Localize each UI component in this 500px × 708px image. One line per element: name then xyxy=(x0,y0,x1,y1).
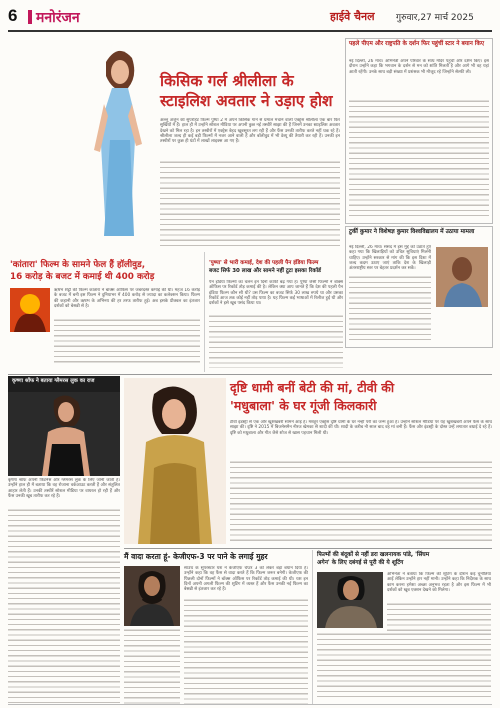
side-story-2-body: नई दिल्ली, 26 मार्च। संसद में इस मुद्दे को उठाते हुए कहा गया कि खिलाड़ियों को उचित सुविधाएं मिलनी चाहिए। उन्होंने सरकार से मांग की कि इस दिशा में जल्द कदम उठाए जाएं ताकि देश के खिलाड़ी अंतरराष्ट्रीय स्तर पर बेहतर प्रदर्शन कर सकें। xyxy=(349,245,431,272)
athlete-photo xyxy=(436,247,488,307)
lower-rule xyxy=(124,548,492,549)
mid-rule xyxy=(8,374,492,375)
lead-actress-photo xyxy=(84,40,152,236)
newspaper-brand: हाईवे चैनल xyxy=(330,10,375,23)
side-story-1-body: नई दिल्ली, 26 मार्च। अभिनेत्री अपने परिवार के साथ मंदिर पहुंचीं और दर्शन किए। इस दौरान उन्होंने कहा कि भगवान के दर्शन से मन को शांति मिलती है और आगे भी वह यहां आती रहेंगी। उनके साथ बड़ी संख्या में प्रशंसक भी मौजूद रहे जिन्होंने सेल्फी ली। xyxy=(349,59,489,75)
film-body: अभिनेता ने बताया कि फिल्म की शूटिंग के दौरान कई चुनौतियां आईं लेकिन उन्होंने हार नहीं मानी। उन्होंने कहा कि निर्देशक के साथ काम करना हमेशा अच्छा अनुभव रहता है और इस फिल्म में भी दर्शकों को खूब एक्शन देखने को मिलेगा। xyxy=(387,572,491,593)
pushpa-text-columns xyxy=(209,314,343,368)
lead-story-body: अल्लू अर्जुन की सुपरहिट फिल्म पुष्पा 2 में अपने किसिक गाने से धमाल मचाने वाली एक्ट्रेस श्रीलीला एक बार फिर सुर्खियों में हैं। हाल ही में उन्होंने सोशल मीडिया पर अपनी कुछ नई तस्वीरें साझा की हैं जिनमें उनका स्टाइलिश अवतार देखने को मिल रहा है। इन तस्वीरों में एक्ट्रेस बेहद खूबसूरत लग रही हैं और फैंस उनकी तारीफ करते नहीं थक रहे हैं। श्रीलीला जल्द ही कई बड़ी फिल्मों में नजर आने वाली हैं और बॉलीवुड में भी डेब्यू की तैयारी कर रही हैं। उनकी इन तस्वीरों पर कुछ ही घंटों में लाखों लाइक्स आ गए हैं। xyxy=(160,118,340,145)
footer-rule xyxy=(8,704,492,705)
yash-photo xyxy=(124,566,180,626)
issue-date: गुरुवार,27 मार्च 2025 xyxy=(396,13,474,23)
kantara-text-columns xyxy=(54,318,200,366)
film-headline-line2: अगेन' के लिए दबंगई से पूरी की ये शूटिंग xyxy=(317,560,404,566)
lead-story-text-columns xyxy=(160,160,340,250)
page-header xyxy=(8,6,492,28)
actress-photo xyxy=(8,392,120,476)
kgf-text-columns-right xyxy=(184,598,308,704)
page-number: 6 xyxy=(8,6,18,25)
kgf-body: साउथ के सुपरस्टार यश ने केजीएफ चैप्टर 3 को लेकर बड़ा बयान दिया है। उन्होंने कहा कि वह फैंस से वादा करते हैं कि फिल्म जरूर बनेगी। केजीएफ की पिछली दोनों फिल्मों ने बॉक्स ऑफिस पर रिकॉर्ड तोड़ कमाई की थी। यश इन दिनों अपनी अगली फिल्म की शूटिंग में व्यस्त हैं और फैंस उनकी नई फिल्म का बेसब्री से इंतजार कर रहे हैं। xyxy=(184,566,308,593)
kantara-headline-line1: 'कांतारा' फिल्म के सामने फेल हैं हॉलीवुड, xyxy=(10,260,146,270)
lead-headline-line2: स्टाइलिश अवतार ने उड़ाए होश xyxy=(160,92,333,110)
header-rule xyxy=(8,30,492,32)
pushpa-body: पैन इंडिया फिल्मों का चलन इन दिनों काफी बढ़ गया है। पुष्पा जैसी फिल्मों ने बॉक्स ऑफिस पर रिकॉर्ड तोड़ कमाई की है। लेकिन क्या आप जानते हैं कि देश की पहली पैन इंडिया फिल्म कौन सी थी? उस फिल्म का बजट सिर्फ 30 लाख रुपये था और उसका रिकॉर्ड आज तक कोई नहीं तोड़ पाया है। यह फिल्म कई भाषाओं में रिलीज हुई थी और दर्शकों ने इसे खूब पसंद किया था। xyxy=(209,280,343,307)
film-story xyxy=(312,550,493,704)
pushpa-story xyxy=(204,252,343,372)
kgf-text-columns-left xyxy=(124,628,180,704)
lead-headline-line1: किसिक गर्ल श्रीलीला के xyxy=(160,72,294,90)
side-story-2-text xyxy=(349,275,431,341)
side-story-2-headline: टुर्की कुमार ने विशेषज्ञ कुमार विश्वविद्यालय में उठाया मामला xyxy=(349,229,475,235)
film-photo xyxy=(317,572,383,628)
actress-photo-block xyxy=(8,376,120,476)
pushpa-headline-line1: 'पुष्पा' से भारी कमाई, देश की पहली पैन इंडिया फिल्म xyxy=(209,260,319,266)
tv-story-body: टीवी इंडस्ट्री से एक और खुशखबरी सामने आई है। मशहूर एक्ट्रेस दृष्टि धामी के घर नन्ही परी का जन्म हुआ है। उन्होंने सोशल मीडिया पर यह खुशखबरी अपने फैंस के साथ साझा की। दृष्टि ने 2015 में बिजनेसमैन नीरज खेमका से शादी की थी। शादी के करीब नौ साल बाद वह मां बनी हैं। फैंस और इंडस्ट्री के दोस्त उन्हें लगातार बधाई दे रहे हैं। दृष्टि को मधुबाला और गीत जैसे शोज से खास पहचान मिली थी। xyxy=(230,420,492,436)
kgf-headline: मैं वादा करता हूं- केजीएफ-3 पर पाने के लगाई मुहर xyxy=(124,552,268,561)
side-story-1 xyxy=(345,38,493,224)
side-story-1-headline: पहले पीएम और राष्ट्रपति के दर्शन फिर पहुंचीं स्टार ने बयान किए xyxy=(349,41,485,47)
actress-caption-body: कृष्णा श्रॉफ अपनी फिटनेस और ग्लैमरस लुक के लिए जानी जाती हैं। उन्होंने हाल ही में बताया कि वह रोजाना वर्कआउट करती हैं और संतुलित आहार लेती हैं। उनकी तस्वीरें सोशल मीडिया पर वायरल हो रही हैं और फैंस उनकी खूब तारीफ कर रहे हैं। xyxy=(8,478,120,499)
film-text-bottom xyxy=(317,632,491,700)
film-headline-line1: फिल्मों की बंदूकों से नहीं डरा खलनायक पांडे, 'सिंघम xyxy=(317,552,430,558)
drashti-photo xyxy=(124,378,226,544)
kantara-headline-line2: 16 करोड़ के बजट में कमाई थी 400 करोड़ xyxy=(10,272,155,282)
section-marker xyxy=(28,10,32,24)
film-text-right xyxy=(387,602,491,632)
actress-text-columns xyxy=(8,508,120,704)
pushpa-headline-line2: बजट सिर्फ 30 लाख और सामने नहीं टूटा इसका रिकॉर्ड xyxy=(209,268,321,274)
tv-text-columns xyxy=(230,460,492,544)
actress-caption-headline: कृष्णा श्रॉफ ने बताया ग्लैमरस लुक का राज xyxy=(12,378,95,384)
side-story-2 xyxy=(345,226,493,348)
kantara-body: ऋषभ शेट्टी की फिल्म कांतारा ने बॉक्स ऑफिस पर जबरदस्त कमाई की थी। महज 16 करोड़ के बजट में बनी इस फिल्म ने दुनियाभर में 400 करोड़ से ज्यादा का कलेक्शन किया। फिल्म की कहानी और ऋषभ के अभिनय की हर तरफ तारीफ हुई। अब इसके प्रीक्वल का इंतजार दर्शकों को बेसब्री से है। xyxy=(54,288,200,309)
section-title: मनोरंजन xyxy=(36,10,80,26)
tv-headline-line2: 'मधुबाला' के घर गूंजी किलकारी xyxy=(230,398,377,413)
tv-headline-line1: दृष्टि धामी बनीं बेटी की मां, टीवी की xyxy=(230,380,395,395)
kantara-poster xyxy=(10,288,50,332)
side-story-1-text xyxy=(349,99,489,219)
